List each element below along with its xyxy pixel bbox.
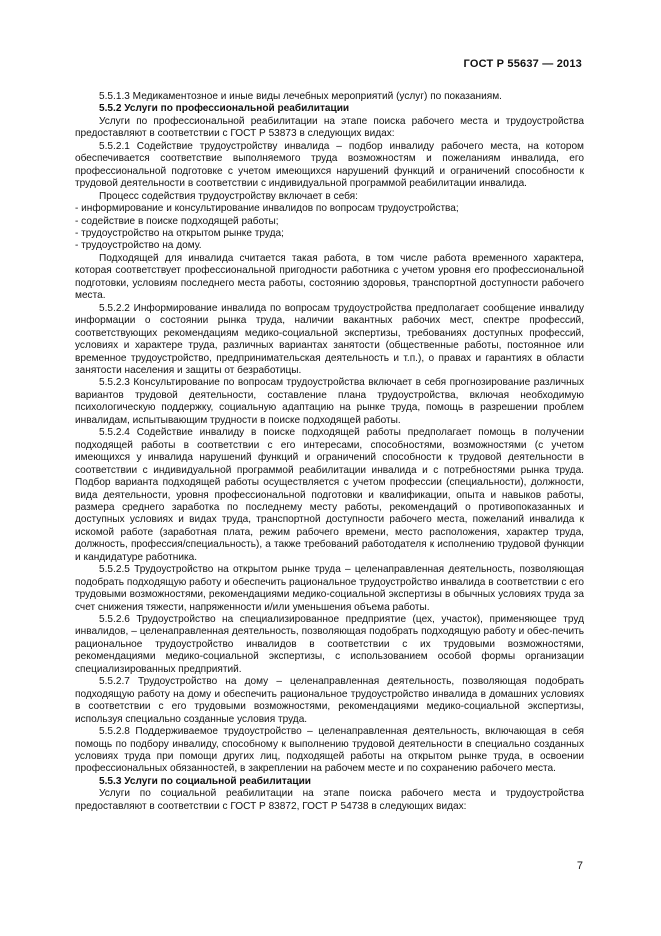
paragraph-5-5-3-intro: Услуги по социальной реабилитации на этапе поиска рабочего места и трудоустройства предоставляют в соответствии с ГОСТ Р 83872, ГОСТ Р 54738 в следующих видах:: [75, 788, 584, 812]
section-heading-5-5-3: 5.5.3 Услуги по социальной реабилитации: [99, 775, 311, 787]
paragraph-5-5-2-3: 5.5.2.3 Консультирование по вопросам трудоустройства включает в себя прогнозирование различных вариантов трудовой деятельности, составление плана трудоустройства, включая необходимую психологическую поддержку, социальную адаптацию на рынке труда, помощь в разрешении проблем инвалидам, испытывающим трудности в поиске подходящей работы.: [75, 377, 584, 426]
paragraph-process: Процесс содействия трудоустройству включает в себя:: [99, 190, 358, 202]
document-body: [75, 91, 584, 813]
paragraph-5-5-2-5: 5.5.2.5 Трудоустройство на открытом рынке труда – целенаправленная деятельность, позволяющая подобрать подходящую работу и обеспечить рациональное трудоустройство инвалида в соответствии с его трудовыми возможностями, рекомендациями медико-социальной экспертизы в обычных условиях труда за счет снижения тяжести, напряженности и/или уменьшения объема работы.: [75, 564, 584, 613]
section-heading-5-5-2: 5.5.2 Услуги по профессиональной реабилитации: [99, 103, 350, 115]
paragraph-suitable-work: Подходящей для инвалида считается такая работа, в том числе работа временного характера, которая соответствует профессиональной пригодности работника с учетом уровня его профессиональной подготовки, условиям последнего места работы, состоянию здоровья, транспортной доступности рабочего места.: [75, 252, 584, 302]
list-item: - трудоустройство на дому.: [75, 240, 202, 252]
page-number: 7: [576, 860, 583, 872]
paragraph-5-5-2-1: 5.5.2.1 Содействие трудоустройству инвалида – подбор инвалиду рабочего места, на котором обеспечивается соответствие выполняемого труда возможностям и пожеланиям инвалида, его профессиональной подготовке с учетом имеющихся нарушений функций и ограничений способности к трудовой деятельности в соответствии с индивидуальной программой реабилитации инвалида.: [75, 140, 584, 190]
document-standard-header: ГОСТ Р 55637 — 2013: [463, 58, 582, 70]
paragraph-5-5-2-6: 5.5.2.6 Трудоустройство на специализированное предприятие (цех, участок), применяющее труд инвалидов, – целенаправленная деятельность, позволяющая подобрать подходящую работу и обес-печить рациональное трудоустройство инвалидов в соответствии с их трудовыми возможностями, рекомендациями медико-социальной экспертизы, с использованием особой формы организации специализированных предприятий.: [75, 614, 584, 675]
list-item: - трудоустройство на открытом рынке труда;: [75, 227, 284, 239]
paragraph-5-5-1-3: 5.5.1.3 Медикаментозное и иные виды лечебных мероприятий (услуг) по показаниям.: [99, 91, 502, 102]
paragraph-5-5-2-8: 5.5.2.8 Поддерживаемое трудоустройство – целенаправленная деятельность, включающая в себя помощь по подбору инвалиду, способному к выполнению трудовой деятельности в специально созданных условиях труда при помощи других лиц, подходящей работы на открытом рынке труда, в освоении профессиональных обязанностей, в закреплении на рабочем месте и по сохранению рабочего места.: [75, 726, 584, 775]
paragraph-5-5-2-7: 5.5.2.7 Трудоустройство на дому – целенаправленная деятельность, позволяющая подобрать подходящую работу на дому и обеспечить рациональное трудоустройство инвалида в домашних условиях в соответствии с его трудовыми возможностями, рекомендациями медико-социальной экспертизы, используя специально созданные условия труда.: [75, 676, 584, 725]
paragraph-5-5-2-4: 5.5.2.4 Содействие инвалиду в поиске подходящей работы предполагает помощь в получении подходящей работы в соответствии с его интересами, способностями, возможностями (с учетом имеющихся у инвалида нарушений функций и ограничений способности к трудовой деятельности в соответствии с индивидуальной программой реабилитации инвалида и с потребностями рынка труда. Подбор варианта подходящей работы осуществляется с учетом профессии (специальности), должности, вида деятельности, уровня профессиональной подготовки и квалификации, опыта и навыков работы, размера среднего заработка по последнему месту работы, рекомендаций о противопоказанных и доступных условиях и видах труда, транспортной доступности рабочего места, пожеланий инвалида к искомой работе (заработная плата, режим рабочего времени, место расположения, характер труда, должность, профессия/специальность), а также требований работодателя к исполнению трудовой функции и кандидатуре работника.: [75, 427, 584, 563]
list-item: - содействие в поиске подходящей работы;: [75, 215, 279, 227]
paragraph-5-5-2-2: 5.5.2.2 Информирование инвалида по вопросам трудоустройства предполагает сообщение инвалиду информации о состоянии рынка труда, наличии вакантных рабочих мест, спектре профессий, соответствующих рекомендациям медико-социальной экспертизы, требованиях доступных профессий, условиях и характере труда, различных вариантах занятости (общественные работы, постоянное или временное трудоустройство, предпринимательская деятельность и т.п.), о правах и гарантиях в области занятости населения и защиты от безработицы.: [75, 302, 584, 376]
list-item: - информирование и консультирование инвалидов по вопросам трудоустройства;: [75, 203, 459, 215]
paragraph-5-5-2-intro: Услуги по профессиональной реабилитации на этапе поиска рабочего места и трудоустройства предоставляют в соответствии с ГОСТ Р 53873 в следующих видах:: [75, 115, 584, 140]
